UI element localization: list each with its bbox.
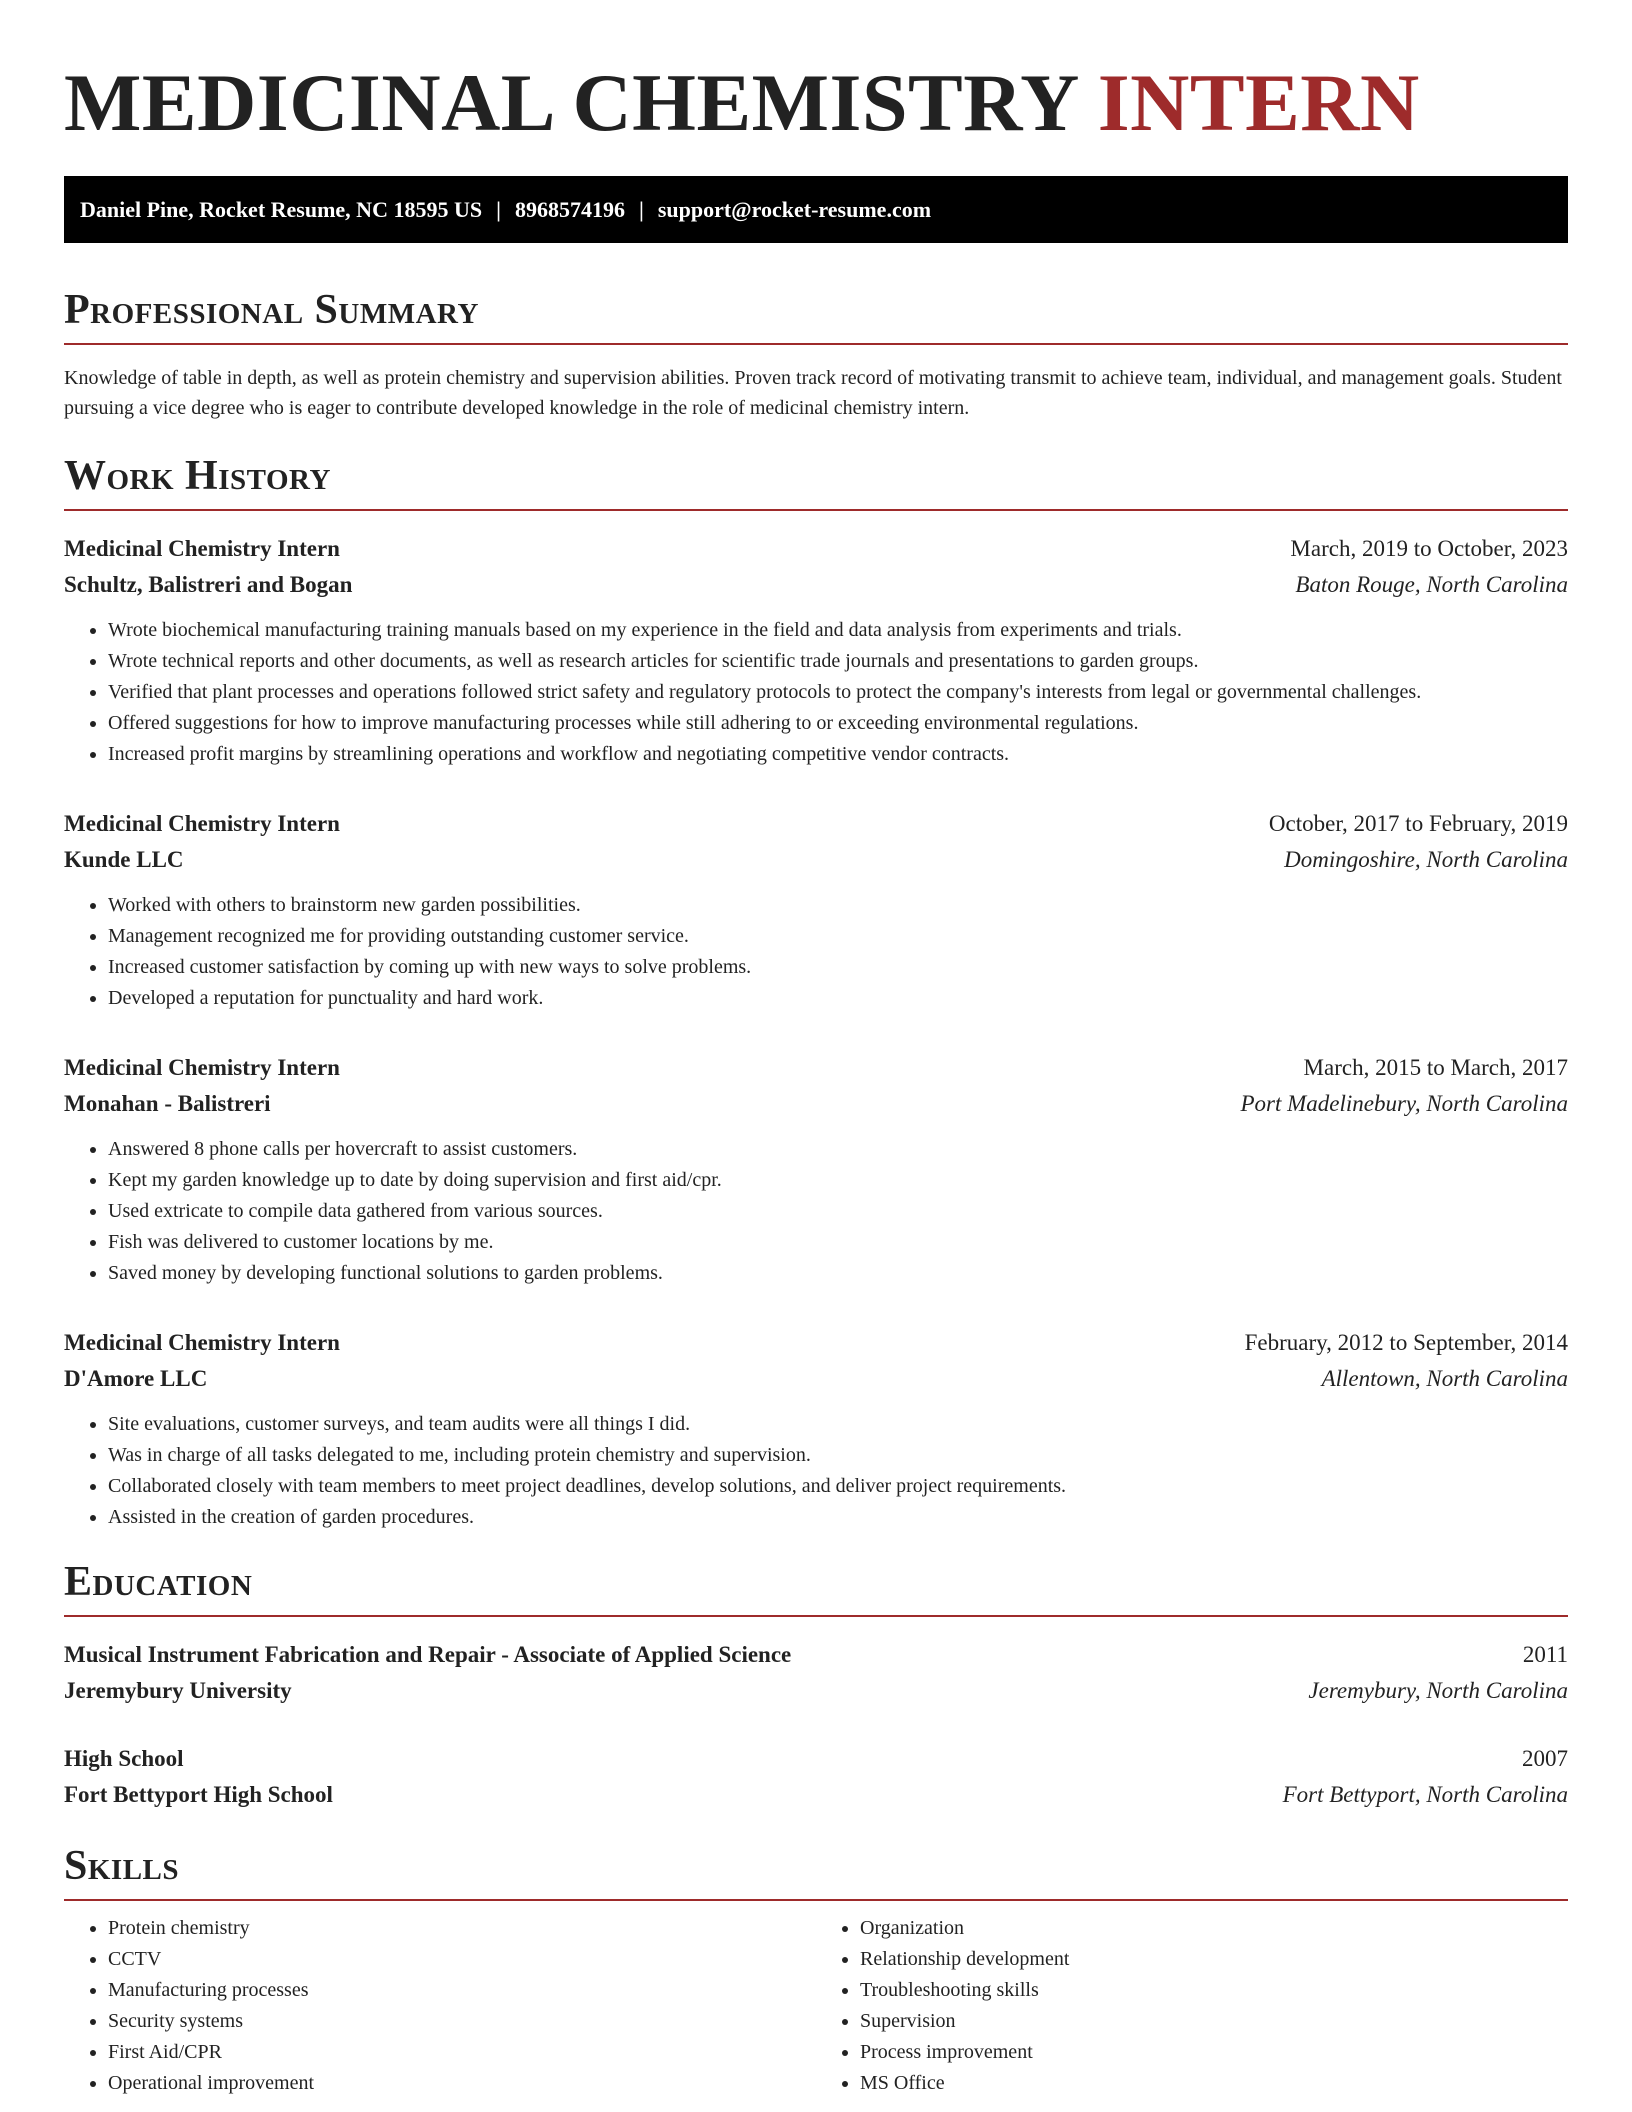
job-dates: March, 2019 to October, 2023 (1290, 536, 1568, 561)
job-dates: March, 2015 to March, 2017 (1303, 1055, 1568, 1080)
skills-column-left (64, 1913, 816, 2099)
work-entry-header (64, 1325, 1568, 1361)
education-school: Fort Bettyport High School (64, 1782, 333, 1807)
job-bullet: • Increased customer satisfaction by coming up with new ways to solve problems. (108, 952, 1568, 983)
education-degree: High School (64, 1746, 184, 1771)
job-dates: October, 2017 to February, 2019 (1268, 811, 1568, 836)
title-main: MEDICINAL CHEMISTRY (64, 57, 1077, 148)
education-entry (64, 1741, 1568, 1813)
education-year: 2011 (1522, 1642, 1568, 1667)
job-company: D'Amore LLC (64, 1366, 208, 1391)
work-entry-header (64, 806, 1568, 842)
job-bullet: • Offered suggestions for how to improve manufacturing processes while still adhering to or exceeding environmental regulations. (108, 708, 1568, 739)
contact-phone: 8968574196 (514, 197, 625, 222)
job-bullet: • Developed a reputation for punctuality and hard work. (108, 983, 1568, 1014)
education-entry (64, 1637, 1568, 1709)
job-bullets (64, 890, 1568, 1014)
education-entry-header (64, 1637, 1568, 1673)
job-bullet: • Collaborated closely with team members to meet project deadlines, develop solutions, and deliver project requirements. (108, 1471, 1568, 1502)
education-entry-subheader (64, 1777, 1568, 1813)
job-location: Allentown, North Carolina (1321, 1366, 1568, 1391)
skill-item: • Organization (860, 1913, 1568, 1944)
education-year: 2007 (1522, 1746, 1568, 1771)
summary-heading: Professional Summary (64, 285, 1568, 345)
work-entry-header (64, 1050, 1568, 1086)
contact-email[interactable]: support@rocket-resume.com (657, 197, 932, 222)
contact-bar (64, 176, 1568, 243)
summary-text: Knowledge of table in depth, as well as protein chemistry and supervision abilities. Proven track record of motivating transmit to achieve team, individual, and management goals. Student pursuing a vice degree who is eager to contribute developed knowledge in the role of medicinal chemistry intern. (64, 367, 1562, 419)
work-entry-subheader (64, 1361, 1568, 1397)
job-company: Schultz, Balistreri and Bogan (64, 572, 353, 597)
job-bullet: • Worked with others to brainstorm new garden possibilities. (108, 890, 1568, 921)
job-bullets (64, 1409, 1568, 1533)
job-dates: February, 2012 to September, 2014 (1244, 1330, 1568, 1355)
skill-item: • Security systems (108, 2006, 816, 2037)
education-degree: Musical Instrument Fabrication and Repair - Associate of Applied Science (64, 1642, 792, 1667)
skill-item: • Supervision (860, 2006, 1568, 2037)
skill-item: • CCTV (108, 1944, 816, 1975)
contact-address: Daniel Pine, Rocket Resume, NC 18595 US (80, 197, 483, 222)
job-bullet: • Answered 8 phone calls per hovercraft to assist customers. (108, 1134, 1568, 1165)
job-title: Medicinal Chemistry Intern (64, 811, 340, 836)
work-entry-subheader (64, 567, 1568, 603)
job-title: Medicinal Chemistry Intern (64, 1330, 340, 1355)
title-accent: INTERN (1097, 57, 1420, 148)
job-bullet: • Increased profit margins by streamlining operations and workflow and negotiating competitive vendor contracts. (108, 739, 1568, 770)
job-bullet: • Was in charge of all tasks delegated to me, including protein chemistry and supervision. (108, 1440, 1568, 1471)
education-location: Jeremybury, North Carolina (1308, 1678, 1568, 1703)
job-company: Monahan - Balistreri (64, 1091, 271, 1116)
job-bullet: • Kept my garden knowledge up to date by doing supervision and first aid/cpr. (108, 1165, 1568, 1196)
education-location: Fort Bettyport, North Carolina (1282, 1782, 1568, 1807)
work-entry-subheader (64, 842, 1568, 878)
work-history-heading: Work History (64, 451, 1568, 511)
job-bullet: • Assisted in the creation of garden procedures. (108, 1502, 1568, 1533)
job-bullet: • Management recognized me for providing outstanding customer service. (108, 921, 1568, 952)
skill-item: • Manufacturing processes (108, 1975, 816, 2006)
skills-heading: Skills (64, 1841, 1568, 1901)
education-entry-subheader (64, 1673, 1568, 1709)
skill-item: • Operational improvement (108, 2068, 816, 2099)
skill-item: • Protein chemistry (108, 1913, 816, 1944)
job-bullet: • Fish was delivered to customer locations by me. (108, 1227, 1568, 1258)
job-bullets (64, 615, 1568, 770)
job-bullets (64, 1134, 1568, 1289)
job-title: Medicinal Chemistry Intern (64, 1055, 340, 1080)
contact-separator: | (496, 197, 501, 222)
job-title: Medicinal Chemistry Intern (64, 536, 340, 561)
work-entry (64, 1050, 1568, 1289)
job-bullet: • Wrote technical reports and other documents, as well as research articles for scientific trade journals and presentations to garden groups. (108, 646, 1568, 677)
skill-item: • MS Office (860, 2068, 1568, 2099)
work-entry (64, 1325, 1568, 1533)
work-entry-header (64, 531, 1568, 567)
work-entry (64, 806, 1568, 1014)
education-heading: Education (64, 1557, 1568, 1617)
job-bullet: • Verified that plant processes and operations followed strict safety and regulatory protocols to protect the company's interests from legal or governmental challenges. (108, 677, 1568, 708)
skill-item: • Troubleshooting skills (860, 1975, 1568, 2006)
skills-list (64, 1913, 1568, 2099)
skill-item: • Relationship development (860, 1944, 1568, 1975)
contact-separator: | (638, 197, 644, 222)
work-entry (64, 531, 1568, 770)
job-location: Baton Rouge, North Carolina (1295, 572, 1568, 597)
resume-title (64, 0, 1568, 148)
job-location: Port Madelinebury, North Carolina (1240, 1091, 1568, 1116)
work-entry-subheader (64, 1086, 1568, 1122)
job-bullet: • Site evaluations, customer surveys, and team audits were all things I did. (108, 1409, 1568, 1440)
job-bullet: • Wrote biochemical manufacturing training manuals based on my experience in the field and data analysis from experiments and trials. (108, 615, 1568, 646)
skill-item: • Process improvement (860, 2037, 1568, 2068)
education-school: Jeremybury University (64, 1678, 292, 1703)
job-location: Domingoshire, North Carolina (1284, 847, 1568, 872)
skill-item: • First Aid/CPR (108, 2037, 816, 2068)
job-company: Kunde LLC (64, 847, 184, 872)
skills-column-right (816, 1913, 1568, 2099)
resume-page (64, 0, 1568, 2099)
job-bullet: • Saved money by developing functional solutions to garden problems. (108, 1258, 1568, 1289)
job-bullet: • Used extricate to compile data gathered from various sources. (108, 1196, 1568, 1227)
education-entry-header (64, 1741, 1568, 1777)
